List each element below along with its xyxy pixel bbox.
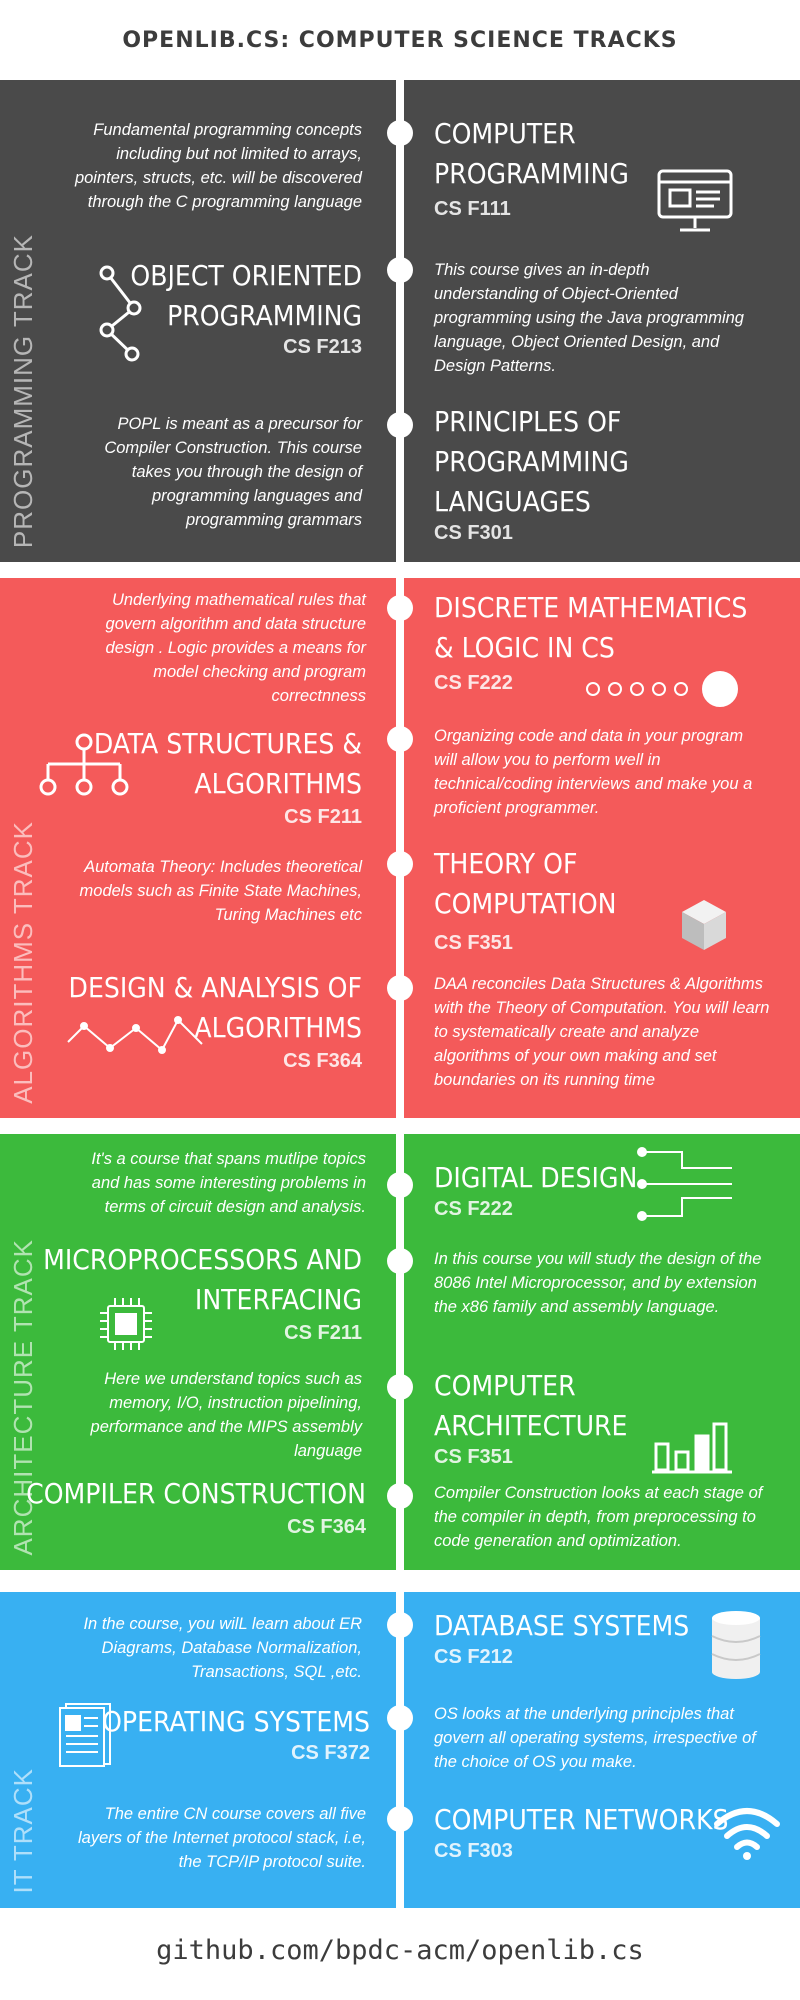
course-description: In the course, you wilL learn about ER Diagrams, Database Normalization, Transactions, SQL ,etc. <box>83 1615 362 1681</box>
course-code: CS F372 <box>291 1742 370 1764</box>
timeline-dot <box>387 975 413 1001</box>
course-code: CS F211 <box>284 1322 362 1344</box>
course-name: DATA STRUCTURES & ALGORITHMS <box>93 727 362 800</box>
course-description: DAA reconciles Data Structures & Algorithms with the Theory of Computation. You will learn to systematically create and analyze algorithms of your own making and set boundaries on its running time <box>434 975 770 1089</box>
monitor-icon <box>656 168 734 236</box>
algorithms-track-section <box>0 578 800 1118</box>
tree-icon <box>36 732 132 798</box>
page-title: OPENLIB.CS: COMPUTER SCIENCE TRACKS <box>122 27 678 53</box>
course-code: CS F211 <box>284 806 362 828</box>
course-code: CS F351 <box>434 932 513 954</box>
footer-link[interactable]: github.com/bpdc-acm/openlib.cs <box>156 1934 644 1966</box>
timeline-dot <box>387 851 413 877</box>
wifi-icon <box>712 1804 782 1862</box>
course-microprocessors-interfacing <box>32 1240 362 1345</box>
circles-icon <box>585 670 741 708</box>
timeline-dot <box>387 1374 413 1400</box>
track-label: ALGORITHMS TRACK <box>8 821 38 1104</box>
database-icon <box>710 1610 762 1680</box>
course-code: CS F303 <box>434 1840 513 1862</box>
timeline-dot <box>387 1705 413 1731</box>
course-description: Compiler Construction looks at each stage of the compiler in depth, from preprocessing to code generation and optimization. <box>434 1484 763 1550</box>
track-label: ARCHITECTURE TRACK <box>8 1239 38 1556</box>
course-name: DISCRETE MATHEMATICS & LOGIC IN CS <box>434 591 748 664</box>
track-label: PROGRAMMING TRACK <box>8 233 38 548</box>
course-name: DIGITAL DESIGN <box>434 1161 638 1194</box>
timeline-dot <box>387 1806 413 1832</box>
course-code: CS F301 <box>434 522 513 544</box>
track-label: IT TRACK <box>8 1768 38 1894</box>
course-object-oriented-programming <box>32 256 362 359</box>
timeline-divider <box>396 80 404 562</box>
course-name: COMPUTER ARCHITECTURE <box>434 1369 628 1442</box>
course-description: In this course you will study the design of the 8086 Intel Microprocessor, and by extension the x86 family and assembly language. <box>434 1250 762 1316</box>
course-code: CS F213 <box>283 336 362 358</box>
course-operating-systems <box>40 1702 370 1765</box>
node-graph-icon <box>98 264 144 364</box>
timeline-dot <box>387 595 413 621</box>
timeline-divider <box>396 1592 404 1908</box>
course-name: MICROPROCESSORS AND INTERFACING <box>43 1243 362 1316</box>
course-code: CS F351 <box>434 1446 513 1468</box>
course-description: Automata Theory: Includes theoretical models such as Finite State Machines, Turing Machines etc <box>79 858 362 924</box>
timeline-dot <box>387 1612 413 1638</box>
it-track-section <box>0 1592 800 1908</box>
bar-chart-icon <box>650 1418 734 1476</box>
course-code: CS F364 <box>287 1516 366 1538</box>
course-code: CS F111 <box>434 198 511 220</box>
course-code: CS F364 <box>283 1050 362 1072</box>
course-description: Fundamental programming concepts including but not limited to arrays, pointers, structs, etc. will be discovered through the C programming language <box>74 121 362 211</box>
chip-icon <box>98 1296 154 1352</box>
course-description: OS looks at the underlying principles that govern all operating systems, irrespective of the choice of OS you make. <box>434 1705 756 1771</box>
course-name: OPERATING SYSTEMS <box>102 1705 370 1738</box>
timeline-dot <box>387 1248 413 1274</box>
course-name: COMPUTER PROGRAMMING <box>434 117 629 190</box>
course-name: DATABASE SYSTEMS <box>434 1609 690 1642</box>
line-graph-icon <box>64 1014 204 1056</box>
timeline-dot <box>387 726 413 752</box>
timeline-divider <box>396 578 404 1118</box>
course-name: OBJECT ORIENTED PROGRAMMING <box>130 259 362 332</box>
programming-track-section <box>0 80 800 562</box>
course-description: Here we understand topics such as memory, I/O, instruction pipelining, performance and the MIPS assembly language <box>90 1370 362 1460</box>
circuit-icon <box>636 1146 736 1224</box>
course-description: The entire CN course covers all five layers of the Internet protocol stack, i.e, the TCP/IP protocol suite. <box>78 1805 366 1871</box>
course-description: Underlying mathematical rules that govern algorithm and data structure design . Logic provides a means for model checking and program correctnness <box>105 591 366 705</box>
course-name: COMPILER CONSTRUCTION <box>26 1477 366 1510</box>
course-description: POPL is meant as a precursor for Compiler Construction. This course takes you through the design of programming languages and programming grammars <box>104 415 362 529</box>
timeline-dot <box>387 412 413 438</box>
course-code: CS F222 <box>434 1198 513 1220</box>
cube-icon <box>680 898 728 952</box>
timeline-dot <box>387 1172 413 1198</box>
timeline-dot <box>387 120 413 146</box>
course-description: This course gives an in-depth understanding of Object-Oriented programming using the Java programming language, Object Oriented Design, and Design Patterns. <box>434 261 744 375</box>
course-code: CS F212 <box>434 1646 513 1668</box>
timeline-dot <box>387 257 413 283</box>
course-name: PRINCIPLES OF PROGRAMMING LANGUAGES <box>434 405 629 518</box>
timeline-dot <box>387 1483 413 1509</box>
course-name: THEORY OF COMPUTATION <box>434 847 617 920</box>
course-name: COMPUTER NETWORKS <box>434 1803 729 1836</box>
course-description: Organizing code and data in your program will allow you to perform well in technical/coding interviews and make you a proficient programmer. <box>434 727 753 817</box>
architecture-track-section <box>0 1134 800 1570</box>
course-principles-of-programming-languages <box>434 402 764 545</box>
course-name: DESIGN & ANALYSIS OF ALGORITHMS <box>68 971 362 1044</box>
course-description: It's a course that spans mutlipe topics and has some interesting problems in terms of circuit design and analysis. <box>91 1150 366 1216</box>
course-code: CS F222 <box>434 672 513 694</box>
course-compiler-construction <box>26 1474 366 1539</box>
